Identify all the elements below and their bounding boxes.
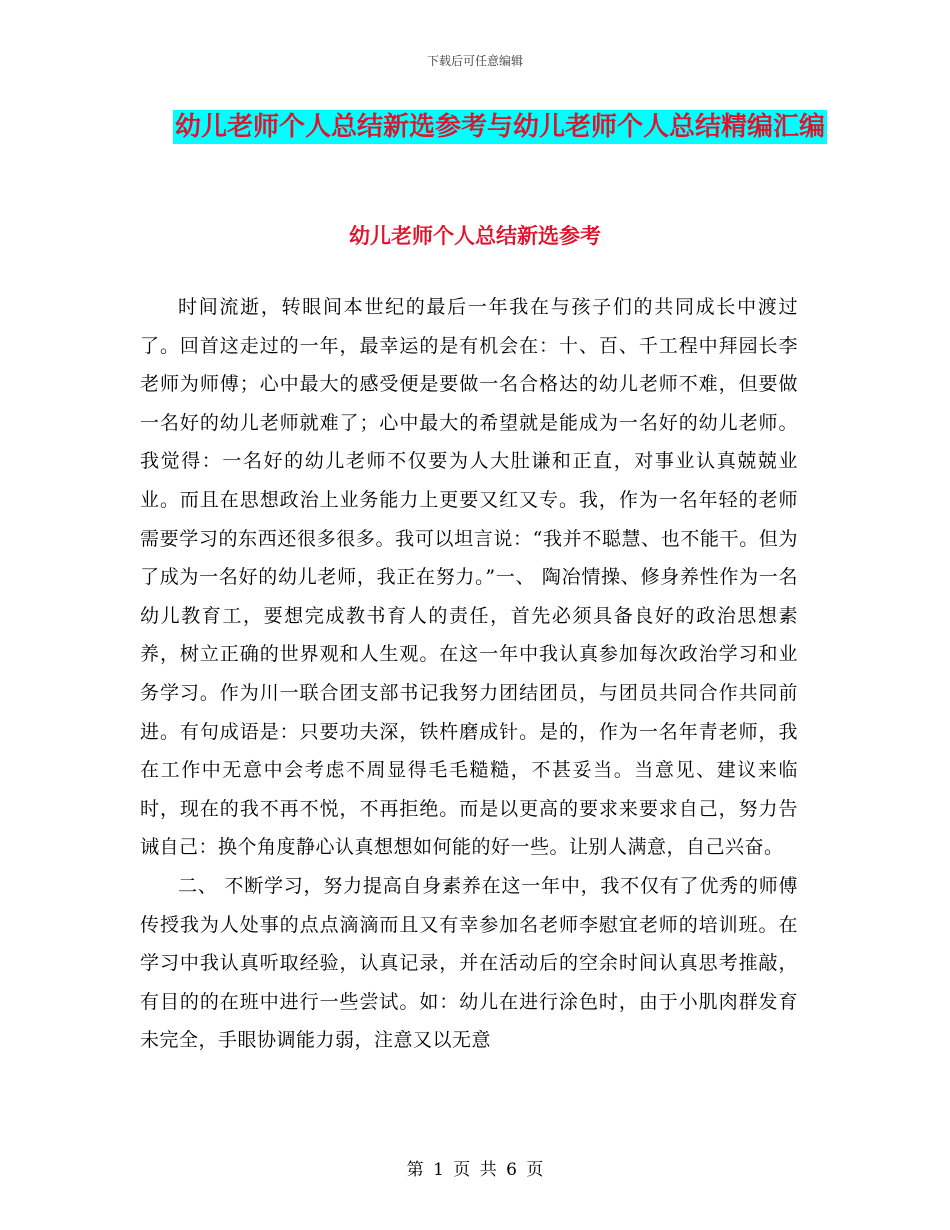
document-title-text: 幼儿老师个人总结新选参考与幼儿老师个人总结精编汇编 (174, 112, 825, 142)
paragraph: 二、 不断学习，努力提高自身素养在这一年中，我不仅有了优秀的师傅传授我为人处事的点点滴滴而且又有幸参加名老师李慰宜老师的培训班。在学习中我认真听取经验，认真记录，并在活动后的空余时间认真思考推敲，有目的的在班中进行一些尝试。如：幼儿在进行涂色时，由于小肌肉群发育未完全，手眼协调能力弱，注意又以无意 (140, 874, 798, 1052)
page-number: 第 1 页 共 6 页 (406, 1160, 544, 1180)
header-note: 下载后可任意编辑 (426, 54, 523, 68)
section-title: 幼儿老师个人总结新选参考 (349, 224, 601, 248)
document-title (150, 104, 850, 150)
paragraph: 时间流逝，转眼间本世纪的最后一年我在与孩子们的共同成长中渡过了。回首这走过的一年，最幸运的是有机会在：十、百、千工程中拜园长李老师为师傅；心中最大的感受便是要做一名合格达的幼儿老师不难，但要做一名好的幼儿老师就难了；心中最大的希望就是能成为一名好的幼儿老师。我觉得：一名好的幼儿老师不仅要为人大肚谦和正直，对事业认真兢兢业业。而且在思想政治上业务能力上更要又红又专。我，作为一名年轻的老师需要学习的东西还很多很多。我可以坦言说：“我并不聪慧、也不能干。但为了成为一名好的幼儿老师，我正在努力。”一、 陶冶情操、修身养性作为一名幼儿教育工，要想完成教书育人的责任，首先必须具备良好的政治思想素养，树立正确的世界观和人生观。在这一年中我认真参加每次政治学习和业务学习。作为川一联合团支部书记我努力团结团员，与团员共同合作共同前进。有句成语是：只要功夫深，铁杵磨成针。是的，作为一名年青老师，我在工作中无意中会考虑不周显得毛毛糙糙，不甚妥当。当意见、建议来临时，现在的我不再不悦，不再拒绝。而是以更高的要求来要求自己，努力告诫自己：换个角度静心认真想想如何能的好一些。让别人满意，自己兴奋。 (140, 296, 798, 859)
body-text (140, 288, 798, 1060)
